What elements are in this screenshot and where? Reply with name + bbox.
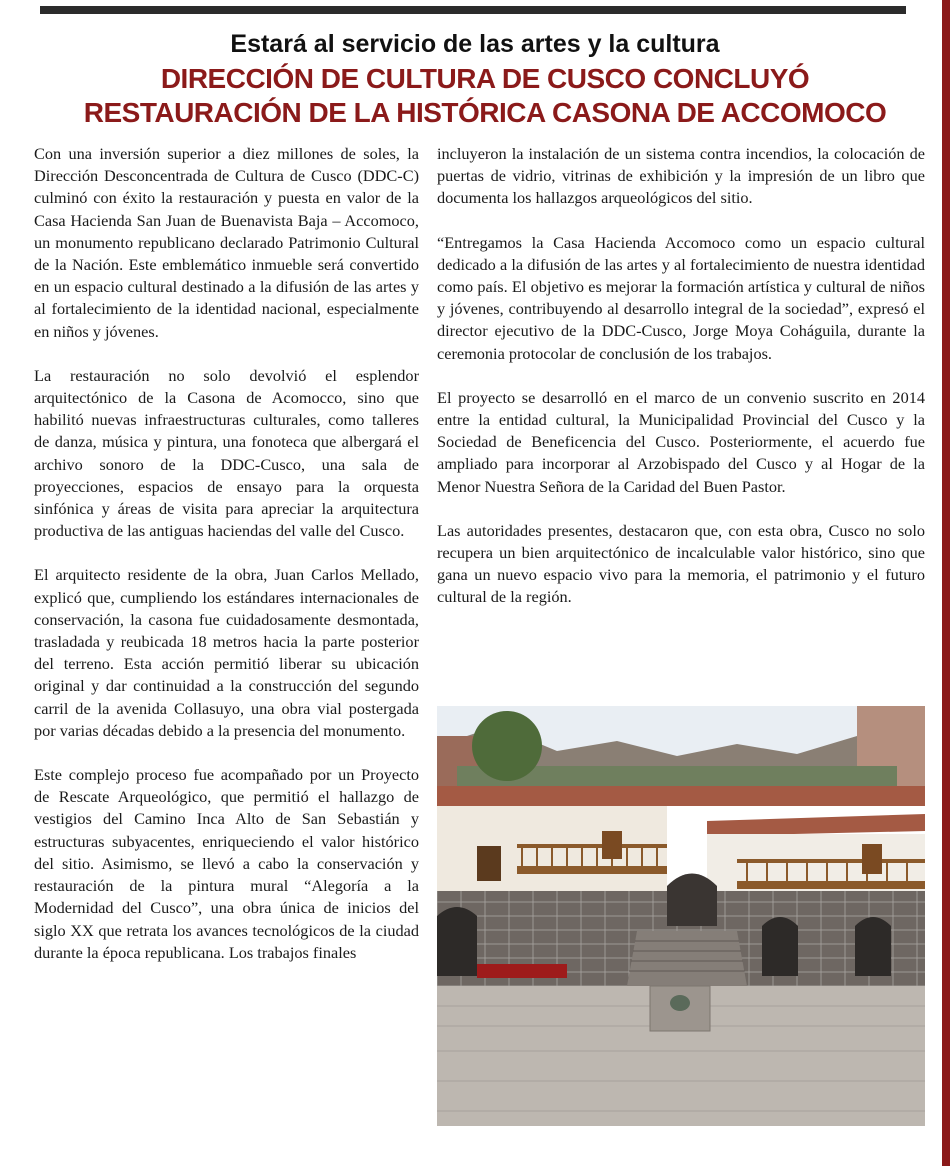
paragraph: Este complejo proceso fue acompañado por un Proyecto de Rescate Arqueológico, que permitió el hallazgo de vestigios del Camino Inca Alto de San Sebastián y estructuras subyacentes, enriqueciendo el valor histórico del sitio. Asimismo, se llevó a cabo la conservación y restauración de la pintura mural “Alegoría a la Modernidad del Cusco”, una obra única de inicios del siglo XX que retrata los avances tecnológicos de la ciudad durante la época republicana. Los trabajos finales	[34, 765, 419, 962]
paragraph: incluyeron la instalación de un sistema contra incendios, la colocación de puertas de vidrio, vitrinas de exhibición y la impresión de un libro que documenta los hallazgos arqueológicos del sitio.	[437, 144, 925, 208]
paragraph: La restauración no solo devolvió el esplendor arquitectónico de la Casona de Acomocco, sino que habilitó nuevas infraestructuras culturales, como talleres de danza, música y pintura, una fonoteca que albergará el archivo sonoro de la DDC-Cusco, una sala de proyecciones, espacios de ensayo para la orquesta sinfónica y áreas de visita para apreciar la arquitectura productiva de las antiguas haciendas del valle del Cusco.	[34, 365, 419, 541]
top-rule	[40, 6, 906, 14]
left-column	[34, 143, 419, 986]
article-headline	[0, 62, 950, 130]
casona-illustration	[437, 706, 925, 1126]
paragraph: El arquitecto residente de la obra, Juan Carlos Mellado, explicó que, cumpliendo los estándares internacionales de conservación, la casona fue cuidadosamente desmontada, trasladada y reubicada 18 metros hacia la parte posterior del terreno. Esta acción permitió liberar su ubicación original y dar continuidad a la construcción del segundo carril de la avenida Collasuyo, una obra vial postergada por varias décadas debido a la presencia del monumento.	[34, 565, 419, 740]
paragraph: Con una inversión superior a diez millones de soles, la Dirección Desconcentrada de Cultura de Cusco (DDC-C) culminó con éxito la restauración y puesta en valor de la Casa Hacienda San Juan de Buenavista Baja – Accomoco, un monumento republicano declarado Patrimonio Cultural de la Nación. Este emblemático inmueble será convertido en un espacio cultural destinado a la difusión de las artes y al fortalecimiento de la identidad nacional, especialmente en niños y jóvenes.	[34, 144, 419, 341]
headline-line-2: RESTAURACIÓN DE LA HISTÓRICA CASONA DE ACCOMOCO	[83, 97, 887, 128]
paragraph: El proyecto se desarrolló en el marco de un convenio suscrito en 2014 entre la entidad cultural, la Municipalidad Provincial del Cusco y la Sociedad de Beneficencia del Cusco. Posteriormente, el acuerdo fue ampliado para incorporar al Arzobispado del Cusco y al Hogar de la Menor Nuestra Señora de la Caridad del Buen Pastor.	[437, 387, 925, 496]
side-accent-bar	[942, 0, 950, 1166]
headline-line-1: DIRECCIÓN DE CULTURA DE CUSCO CONCLUYÓ	[160, 63, 810, 94]
casona-photo	[437, 706, 925, 1126]
right-column	[437, 143, 925, 631]
article-kicker: Estará al servicio de las artes y la cultura	[230, 30, 720, 58]
paragraph: Las autoridades presentes, destacaron que, con esta obra, Cusco no solo recupera un bien arquitectónico de incalculable valor histórico, sino que gana un nuevo espacio vivo para la memoria, el patrimonio y el futuro cultural de la región.	[437, 520, 925, 607]
paragraph: “Entregamos la Casa Hacienda Accomoco como un espacio cultural dedicado a la difusión de las artes y al fortalecimiento de nuestra identidad como país. El objetivo es mejorar la formación artística y cultural de niños y jóvenes, contribuyendo al desarrollo integral de la sociedad”, expresó el director ejecutivo de la DDC-Cusco, Jorge Moya Coháguila, durante la ceremonia protocolar de conclusión de los trabajos.	[437, 232, 925, 363]
